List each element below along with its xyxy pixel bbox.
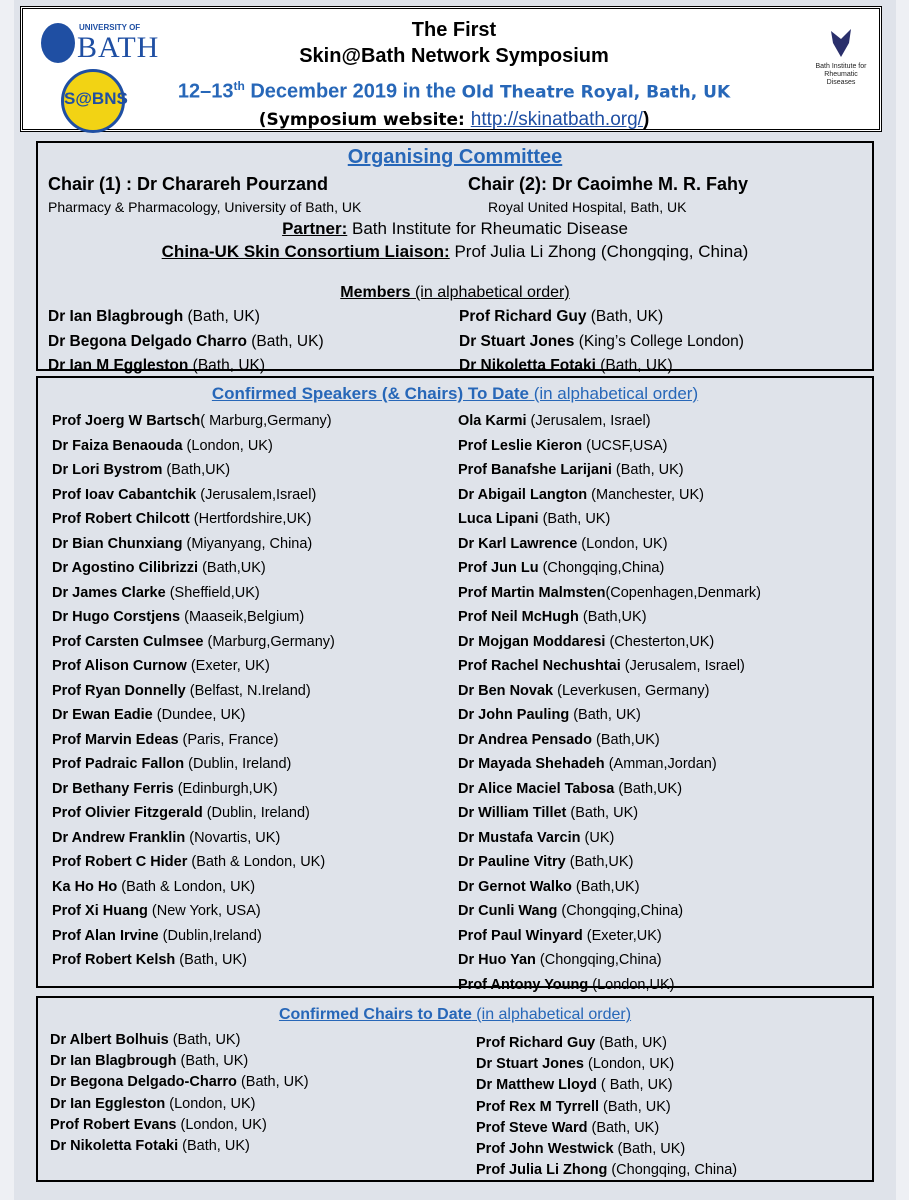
list-item bbox=[52, 875, 335, 900]
institute-caption: Bath Institute for Rheumatic Diseases bbox=[815, 63, 867, 86]
person-name: Dr Hugo Corstjens bbox=[52, 609, 181, 625]
list-item bbox=[476, 1160, 737, 1181]
list-item bbox=[458, 777, 761, 802]
title-line-2: Skin@Bath Network Symposium bbox=[299, 45, 609, 67]
list-item bbox=[476, 1139, 737, 1160]
person-location: (Bath, UK) bbox=[566, 805, 639, 821]
person-location: ( Bath, UK) bbox=[596, 1077, 673, 1094]
list-item bbox=[476, 1054, 737, 1075]
person-name: Prof Marvin Edeas bbox=[52, 731, 179, 748]
person-name: Dr Mustafa Varcin bbox=[458, 829, 581, 846]
person-location: (Bath,UK) bbox=[198, 560, 266, 576]
list-item bbox=[458, 801, 761, 826]
list-item bbox=[50, 1136, 309, 1157]
chairs-right-list bbox=[476, 1033, 737, 1181]
person-name: Dr Ian Blagbrough bbox=[50, 1053, 177, 1070]
person-location: (Bath, UK) bbox=[176, 1053, 249, 1070]
person-location: (Bath, UK) bbox=[611, 462, 684, 478]
list-item bbox=[476, 1033, 737, 1054]
person-location: (London, UK) bbox=[583, 1056, 675, 1073]
chairs-left-list bbox=[50, 1030, 309, 1157]
list-item bbox=[52, 434, 335, 459]
website-close: ) bbox=[642, 109, 650, 130]
date-suffix: th bbox=[233, 79, 245, 93]
person-name: Dr Huo Yan bbox=[458, 952, 536, 968]
list-item bbox=[458, 728, 761, 753]
person-location: (London, UK) bbox=[182, 437, 273, 454]
members-label: Members bbox=[340, 284, 411, 301]
person-location: (Sheffield,UK) bbox=[165, 584, 260, 601]
person-name: Prof Ioav Cabantchik bbox=[52, 486, 197, 503]
person-name: Prof John Westwick bbox=[476, 1140, 614, 1157]
list-item bbox=[458, 483, 761, 508]
person-location: (Bath,UK) bbox=[578, 609, 647, 625]
organising-committee-section bbox=[36, 141, 874, 374]
list-item bbox=[52, 728, 335, 753]
person-name: Dr Bian Chunxiang bbox=[52, 535, 183, 552]
person-location: (UK) bbox=[580, 829, 615, 846]
person-location: (Bath, UK) bbox=[168, 1032, 241, 1048]
list-item bbox=[476, 1097, 737, 1118]
person-name: Prof Antony Young bbox=[458, 976, 589, 993]
list-item bbox=[458, 973, 761, 998]
list-item bbox=[52, 556, 335, 581]
liaison-label: China-UK Skin Consortium Liaison: bbox=[161, 242, 450, 261]
speakers-title: Confirmed Speakers (& Chairs) To Date (in alphabetical order) bbox=[211, 384, 699, 403]
person-location: (Chongqing,China) bbox=[557, 903, 684, 919]
list-item bbox=[458, 752, 761, 777]
person-name: Prof Robert C Hider bbox=[52, 854, 188, 870]
list-item bbox=[458, 899, 761, 924]
person-name: Dr Begona Delgado-Charro bbox=[50, 1074, 237, 1091]
list-item bbox=[52, 654, 335, 679]
list-item bbox=[458, 532, 761, 557]
person-location: (Exeter, UK) bbox=[186, 658, 270, 674]
person-name: Dr Abigail Langton bbox=[458, 486, 588, 503]
person-location: (Dublin,Ireland) bbox=[158, 927, 262, 944]
person-name: Dr Ewan Eadie bbox=[52, 707, 153, 723]
list-item bbox=[52, 532, 335, 557]
members-note: (in alphabetical order) bbox=[410, 284, 570, 301]
person-name: Prof Ryan Donnelly bbox=[52, 682, 186, 699]
list-item bbox=[52, 899, 335, 924]
person-name: Prof Steve Ward bbox=[476, 1119, 588, 1136]
person-name: Prof Alison Curnow bbox=[52, 658, 187, 674]
list-item: Dr Ian Blagbrough (Bath, UK) bbox=[48, 308, 260, 325]
person-name: Prof Robert Evans bbox=[50, 1116, 177, 1133]
list-item bbox=[50, 1072, 309, 1093]
list-item bbox=[52, 801, 335, 826]
list-item bbox=[52, 777, 335, 802]
speakers-right-list bbox=[458, 409, 761, 997]
person-name: Prof Robert Chilcott bbox=[52, 511, 190, 527]
website-label: (Symposium website: bbox=[258, 110, 471, 130]
confirmed-chairs-section bbox=[36, 996, 874, 1182]
person-location: (Bath, UK) bbox=[175, 952, 247, 968]
person-location: (Bath, UK) bbox=[613, 1140, 686, 1157]
person-name: Dr Albert Bolhuis bbox=[50, 1032, 169, 1048]
list-item bbox=[458, 409, 761, 434]
list-item bbox=[458, 875, 761, 900]
person-name: Prof Robert Kelsh bbox=[52, 952, 176, 968]
person-name: Dr Agostino Cilibrizzi bbox=[52, 560, 199, 576]
list-item bbox=[458, 948, 761, 973]
person-location: (UCSF,USA) bbox=[582, 437, 668, 454]
chair1-name: Chair (1) : Dr Charareh Pourzand bbox=[48, 174, 329, 194]
list-item bbox=[52, 630, 335, 655]
list-item bbox=[476, 1118, 737, 1139]
person-location: (New York, USA) bbox=[147, 903, 261, 919]
person-location: (London, UK) bbox=[577, 535, 668, 552]
person-location: (Exeter,UK) bbox=[582, 927, 662, 944]
list-item bbox=[52, 581, 335, 606]
person-name: Dr Andrea Pensado bbox=[458, 731, 593, 748]
person-name: Prof Joerg W Bartsch bbox=[52, 413, 201, 429]
logo-university-text: UNIVERSITY OF bbox=[79, 23, 141, 32]
person-name: Ka Ho Ho bbox=[52, 878, 118, 895]
list-item bbox=[52, 483, 335, 508]
person-name: Dr Mayada Shehadeh bbox=[458, 756, 605, 772]
person-location: (Leverkusen, Germany) bbox=[553, 682, 710, 699]
person-location: (London, UK) bbox=[165, 1095, 256, 1112]
title-line-1: The First bbox=[411, 19, 497, 41]
list-item bbox=[52, 948, 335, 973]
person-location: (Bath,UK) bbox=[592, 731, 660, 748]
chair2-name: Chair (2): Dr Caoimhe M. R. Fahy bbox=[468, 174, 749, 194]
person-location: (Manchester, UK) bbox=[587, 486, 704, 503]
list-item bbox=[458, 924, 761, 949]
list-item bbox=[458, 826, 761, 851]
person-location: (Paris, France) bbox=[178, 731, 279, 748]
person-location: (Bath & London, UK) bbox=[117, 878, 256, 895]
liaison-value: Prof Julia Li Zhong (Chongqing, China) bbox=[449, 242, 749, 261]
list-item: Prof Richard Guy (Bath, UK) bbox=[459, 308, 664, 325]
person-location: (Jerusalem, Israel) bbox=[620, 658, 745, 674]
person-location: (Dublin, Ireland) bbox=[184, 756, 292, 772]
person-name: Prof Alan Irvine bbox=[52, 927, 159, 944]
person-name: Dr William Tillet bbox=[458, 805, 567, 821]
list-item bbox=[458, 507, 761, 532]
person-name: Prof Neil McHugh bbox=[458, 609, 579, 625]
person-location: (Chongqing, China) bbox=[607, 1162, 738, 1179]
person-name: Prof Carsten Culmsee bbox=[52, 633, 204, 650]
person-name: Dr Cunli Wang bbox=[458, 903, 558, 919]
logo-bath-text: BATH bbox=[77, 31, 160, 64]
person-location: (Bath,UK) bbox=[162, 462, 231, 478]
person-name: Dr Ian Eggleston bbox=[50, 1095, 166, 1112]
person-location: (Bath, UK) bbox=[569, 707, 641, 723]
list-item bbox=[52, 605, 335, 630]
poster-header bbox=[20, 6, 882, 132]
list-item bbox=[50, 1115, 309, 1136]
person-location: (Hertfordshire,UK) bbox=[189, 511, 312, 527]
partner-value: Bath Institute for Rheumatic Disease bbox=[347, 219, 628, 238]
person-location: (Novartis, UK) bbox=[185, 829, 281, 846]
person-name: Luca Lipani bbox=[458, 511, 539, 527]
liaison-line bbox=[38, 242, 872, 262]
person-name: Dr John Pauling bbox=[458, 707, 570, 723]
person-location: (Copenhagen,Denmark) bbox=[605, 584, 761, 601]
list-item bbox=[458, 630, 761, 655]
person-location: (Belfast, N.Ireland) bbox=[185, 682, 311, 699]
person-name: Dr James Clarke bbox=[52, 584, 166, 601]
list-item bbox=[52, 409, 335, 434]
person-name: Dr Matthew Lloyd bbox=[476, 1077, 597, 1094]
person-location: (Bath, UK) bbox=[587, 1119, 660, 1136]
person-name: Dr Pauline Vitry bbox=[458, 854, 566, 870]
person-name: Prof Xi Huang bbox=[52, 903, 148, 919]
person-name: Prof Padraic Fallon bbox=[52, 756, 185, 772]
list-item bbox=[458, 679, 761, 704]
confirmed-speakers-section bbox=[36, 376, 874, 993]
list-item bbox=[50, 1094, 309, 1115]
list-item: Dr Begona Delgado Charro (Bath, UK) bbox=[48, 332, 324, 350]
person-name: Dr Alice Maciel Tabosa bbox=[458, 780, 615, 797]
list-item bbox=[52, 703, 335, 728]
person-name: Dr Gernot Walko bbox=[458, 878, 572, 895]
person-location: (Bath, UK) bbox=[178, 1137, 250, 1154]
person-name: Prof Richard Guy bbox=[476, 1035, 596, 1051]
person-name: Dr Bethany Ferris bbox=[52, 780, 174, 797]
person-location: (Chesterton,UK) bbox=[605, 633, 715, 650]
person-location: (Miyanyang, China) bbox=[182, 535, 313, 552]
person-name: Prof Leslie Kieron bbox=[458, 437, 583, 454]
list-item bbox=[50, 1051, 309, 1072]
sbns-badge-text: S@BNS bbox=[64, 89, 128, 108]
list-item bbox=[458, 458, 761, 483]
person-location: (Bath,UK) bbox=[614, 780, 683, 797]
person-name: Prof Rachel Nechushtai bbox=[458, 658, 621, 674]
person-location: (Edinburgh,UK) bbox=[173, 780, 278, 797]
person-name: Dr Nikoletta Fotaki bbox=[50, 1137, 179, 1154]
partner-label: Partner: bbox=[282, 219, 348, 238]
chair1-affiliation: Pharmacy & Pharmacology, University of Bath, UK bbox=[48, 199, 362, 215]
list-item bbox=[52, 679, 335, 704]
date-mid: December 2019 in the bbox=[244, 80, 462, 103]
person-name: Dr Karl Lawrence bbox=[458, 535, 578, 552]
person-location: (Bath,UK) bbox=[571, 878, 640, 895]
person-name: Prof Julia Li Zhong bbox=[476, 1162, 608, 1179]
person-location: ( Marburg,Germany) bbox=[200, 413, 332, 429]
person-location: (Bath, UK) bbox=[538, 511, 611, 527]
list-item bbox=[52, 507, 335, 532]
person-name: Dr Lori Bystrom bbox=[52, 462, 163, 478]
chairs-title: Confirmed Chairs to Date (in alphabetical order) bbox=[278, 1006, 632, 1023]
list-item bbox=[52, 752, 335, 777]
list-item bbox=[52, 924, 335, 949]
website-line bbox=[23, 109, 885, 131]
person-name: Dr Andrew Franklin bbox=[52, 829, 186, 846]
person-name: Dr Ben Novak bbox=[458, 682, 554, 699]
list-item bbox=[52, 826, 335, 851]
venue: Old Theatre Royal, Bath, UK bbox=[461, 82, 731, 103]
members-right-list bbox=[459, 306, 744, 380]
speakers-left-list bbox=[52, 409, 335, 973]
chair2-affiliation: Royal United Hospital, Bath, UK bbox=[488, 199, 687, 215]
person-name: Dr Mojgan Moddaresi bbox=[458, 633, 606, 650]
date-prefix: 12–13 bbox=[177, 80, 234, 103]
list-item bbox=[52, 458, 335, 483]
list-item: Dr Nikoletta Fotaki (Bath, UK) bbox=[459, 357, 673, 374]
list-item bbox=[458, 654, 761, 679]
list-item bbox=[52, 850, 335, 875]
person-name: Prof Martin Malmsten bbox=[458, 584, 606, 601]
person-location: (Bath, UK) bbox=[595, 1035, 667, 1051]
person-location: (London, UK) bbox=[176, 1116, 267, 1133]
person-location: (Bath, UK) bbox=[599, 1098, 671, 1115]
list-item: Dr Ian M Eggleston (Bath, UK) bbox=[48, 357, 266, 374]
person-location: (Chongqing,China) bbox=[535, 952, 662, 968]
list-item bbox=[458, 703, 761, 728]
committee-title: Organising Committee bbox=[347, 146, 563, 168]
event-date-venue bbox=[23, 79, 885, 104]
partner-line bbox=[38, 219, 872, 239]
list-item: Dr Stuart Jones (King’s College London) bbox=[459, 332, 744, 350]
person-name: Dr Faiza Benaouda bbox=[52, 437, 183, 454]
list-item bbox=[458, 434, 761, 459]
list-item bbox=[50, 1030, 309, 1051]
person-location: (Marburg,Germany) bbox=[203, 633, 335, 650]
person-location: (Bath & London, UK) bbox=[187, 854, 326, 870]
list-item bbox=[458, 556, 761, 581]
person-name: Prof Paul Winyard bbox=[458, 927, 583, 944]
person-name: Prof Banafshe Larijani bbox=[458, 462, 612, 478]
person-name: Prof Olivier Fitzgerald bbox=[52, 805, 203, 821]
person-name: Ola Karmi bbox=[458, 413, 527, 429]
website-link[interactable]: http://skinatbath.org/ bbox=[470, 109, 643, 130]
person-location: (Chongqing,China) bbox=[538, 560, 665, 576]
list-item bbox=[458, 581, 761, 606]
person-location: (Jerusalem, Israel) bbox=[526, 413, 651, 429]
list-item bbox=[476, 1075, 737, 1096]
person-name: Dr Stuart Jones bbox=[476, 1056, 584, 1073]
members-left-list bbox=[48, 306, 324, 380]
person-name: Prof Rex M Tyrrell bbox=[476, 1098, 600, 1115]
person-name: Prof Jun Lu bbox=[458, 560, 539, 576]
person-location: (Dublin, Ireland) bbox=[202, 805, 310, 821]
members-heading bbox=[38, 284, 872, 302]
person-location: (London,UK) bbox=[588, 976, 675, 993]
person-location: (Bath, UK) bbox=[236, 1074, 309, 1091]
person-location: (Jerusalem,Israel) bbox=[196, 486, 317, 503]
person-location: (Dundee, UK) bbox=[152, 707, 246, 723]
person-location: (Maaseik,Belgium) bbox=[180, 609, 305, 625]
person-location: (Bath,UK) bbox=[565, 854, 634, 870]
list-item bbox=[458, 605, 761, 630]
person-location: (Amman,Jordan) bbox=[604, 756, 717, 772]
list-item bbox=[458, 850, 761, 875]
